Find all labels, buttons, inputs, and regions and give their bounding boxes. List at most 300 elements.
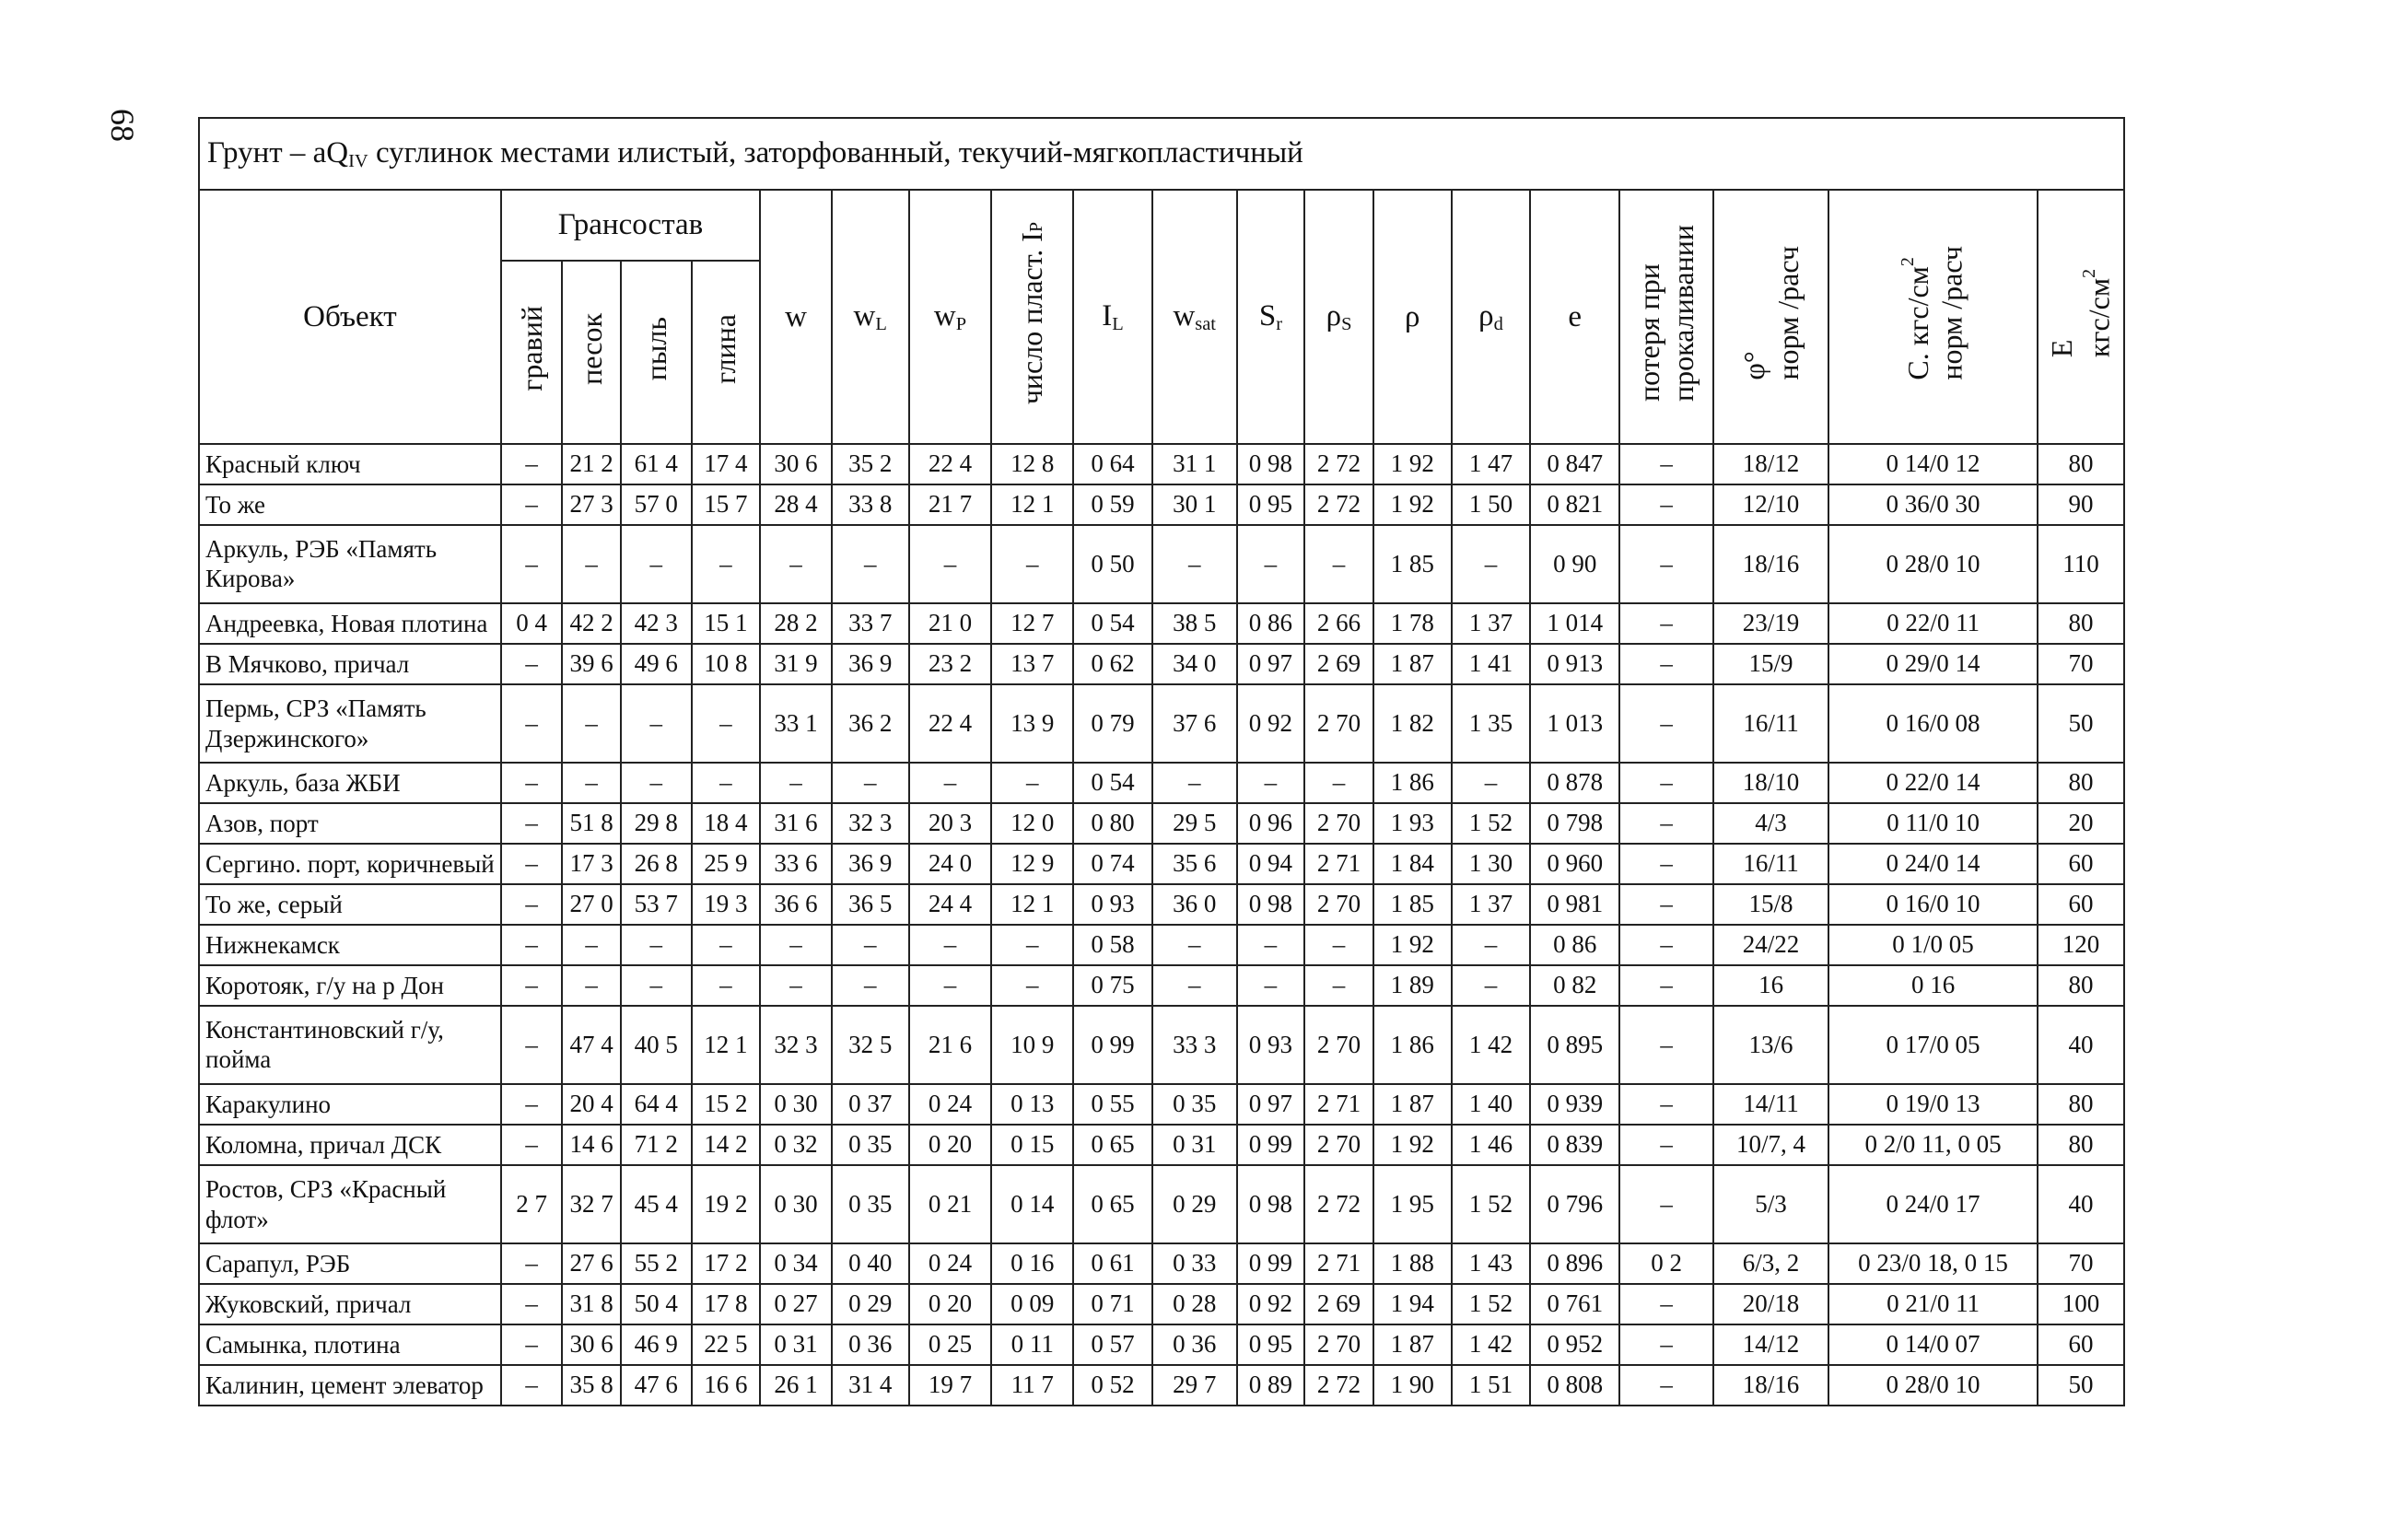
table-row bbox=[199, 1324, 2124, 1365]
cell-c: 0 17/0 05 bbox=[1828, 1006, 2038, 1084]
cell-il: 0 93 bbox=[1073, 884, 1152, 925]
cell-il: 0 74 bbox=[1073, 844, 1152, 884]
table-row bbox=[199, 1084, 2124, 1125]
cell-dust: 26 8 bbox=[621, 844, 692, 884]
object-cell: В Мячково, причал bbox=[199, 644, 501, 684]
cell-w: 33 6 bbox=[760, 844, 832, 884]
cell-sand: 17 3 bbox=[562, 844, 621, 884]
cell-sr: 0 98 bbox=[1237, 1165, 1305, 1243]
table-title-row bbox=[199, 118, 2124, 190]
header-phi: φ° норм /расч bbox=[1713, 190, 1828, 444]
cell-wsat: 30 1 bbox=[1152, 484, 1237, 525]
object-cell: Коротояк, г/у на р Дон bbox=[199, 965, 501, 1006]
cell-wp: 24 4 bbox=[909, 884, 992, 925]
cell-wp: 23 2 bbox=[909, 644, 992, 684]
cell-rho: 1 92 bbox=[1373, 925, 1452, 965]
cell-sand: – bbox=[562, 525, 621, 603]
cell-wp: 21 0 bbox=[909, 603, 992, 644]
cell-wsat: – bbox=[1152, 925, 1237, 965]
cell-clay: 18 4 bbox=[692, 803, 761, 844]
cell-dust: 29 8 bbox=[621, 803, 692, 844]
cell-w: 31 9 bbox=[760, 644, 832, 684]
cell-gravel: – bbox=[501, 925, 563, 965]
cell-c: 0 24/0 14 bbox=[1828, 844, 2038, 884]
object-cell: Самынка, плотина bbox=[199, 1324, 501, 1365]
cell-rho: 1 89 bbox=[1373, 965, 1452, 1006]
cell-phi: 6/3, 2 bbox=[1713, 1243, 1828, 1284]
cell-gravel: – bbox=[501, 1243, 563, 1284]
cell-rhod: 1 42 bbox=[1452, 1006, 1531, 1084]
cell-il: 0 65 bbox=[1073, 1125, 1152, 1165]
cell-rhod: 1 50 bbox=[1452, 484, 1531, 525]
cell-e: 0 939 bbox=[1530, 1084, 1619, 1125]
cell-rhod: 1 40 bbox=[1452, 1084, 1531, 1125]
cell-gravel: – bbox=[501, 1365, 563, 1406]
table-row bbox=[199, 763, 2124, 803]
cell-e: 0 960 bbox=[1530, 844, 1619, 884]
cell-il: 0 54 bbox=[1073, 763, 1152, 803]
cell-sand: 35 8 bbox=[562, 1365, 621, 1406]
cell-rho: 1 92 bbox=[1373, 1125, 1452, 1165]
cell-wsat: 37 6 bbox=[1152, 684, 1237, 763]
cell-rhos: 2 71 bbox=[1304, 1084, 1373, 1125]
cell-il: 0 50 bbox=[1073, 525, 1152, 603]
cell-sr: 0 94 bbox=[1237, 844, 1305, 884]
cell-il: 0 57 bbox=[1073, 1324, 1152, 1365]
cell-sr: 0 95 bbox=[1237, 1324, 1305, 1365]
cell-w: 36 6 bbox=[760, 884, 832, 925]
cell-wsat: 29 5 bbox=[1152, 803, 1237, 844]
cell-wsat: 0 36 bbox=[1152, 1324, 1237, 1365]
cell-w: 0 30 bbox=[760, 1165, 832, 1243]
cell-emod: 70 bbox=[2038, 1243, 2124, 1284]
cell-c: 0 14/0 07 bbox=[1828, 1324, 2038, 1365]
cell-rhod: 1 41 bbox=[1452, 644, 1531, 684]
cell-emod: 50 bbox=[2038, 684, 2124, 763]
cell-rho: 1 85 bbox=[1373, 525, 1452, 603]
soil-properties-table bbox=[198, 117, 2125, 1406]
cell-wp: 21 6 bbox=[909, 1006, 992, 1084]
cell-emod: 40 bbox=[2038, 1165, 2124, 1243]
cell-sr: 0 98 bbox=[1237, 884, 1305, 925]
cell-wsat: 0 29 bbox=[1152, 1165, 1237, 1243]
cell-e: 0 821 bbox=[1530, 484, 1619, 525]
cell-c: 0 16/0 10 bbox=[1828, 884, 2038, 925]
cell-loss: – bbox=[1619, 684, 1713, 763]
cell-gravel: – bbox=[501, 1284, 563, 1324]
cell-gravel: – bbox=[501, 844, 563, 884]
cell-gravel: – bbox=[501, 1324, 563, 1365]
cell-sand: 27 6 bbox=[562, 1243, 621, 1284]
cell-rho: 1 87 bbox=[1373, 1324, 1452, 1365]
cell-emod: 90 bbox=[2038, 484, 2124, 525]
cell-il: 0 80 bbox=[1073, 803, 1152, 844]
table-body bbox=[199, 444, 2124, 1406]
cell-e: 0 981 bbox=[1530, 884, 1619, 925]
cell-clay: – bbox=[692, 925, 761, 965]
cell-sand: 27 0 bbox=[562, 884, 621, 925]
cell-wp: 0 24 bbox=[909, 1084, 992, 1125]
cell-dust: 57 0 bbox=[621, 484, 692, 525]
cell-c: 0 22/0 14 bbox=[1828, 763, 2038, 803]
cell-c: 0 28/0 10 bbox=[1828, 1365, 2038, 1406]
cell-wl: 0 36 bbox=[832, 1324, 909, 1365]
cell-clay: 12 1 bbox=[692, 1006, 761, 1084]
cell-dust: – bbox=[621, 684, 692, 763]
cell-rhod: 1 37 bbox=[1452, 603, 1531, 644]
cell-sr: 0 92 bbox=[1237, 1284, 1305, 1324]
cell-e: 0 839 bbox=[1530, 1125, 1619, 1165]
cell-ip: 13 9 bbox=[991, 684, 1073, 763]
cell-c: 0 14/0 12 bbox=[1828, 444, 2038, 484]
cell-rhod: 1 51 bbox=[1452, 1365, 1531, 1406]
table-row bbox=[199, 1284, 2124, 1324]
cell-sr: – bbox=[1237, 965, 1305, 1006]
cell-ip: 0 15 bbox=[991, 1125, 1073, 1165]
cell-rhod: – bbox=[1452, 925, 1531, 965]
cell-loss: – bbox=[1619, 444, 1713, 484]
cell-dust: 47 6 bbox=[621, 1365, 692, 1406]
cell-wl: 36 9 bbox=[832, 844, 909, 884]
cell-rhos: – bbox=[1304, 763, 1373, 803]
cell-ip: 0 14 bbox=[991, 1165, 1073, 1243]
cell-gravel: – bbox=[501, 525, 563, 603]
cell-loss: – bbox=[1619, 603, 1713, 644]
cell-clay: 15 1 bbox=[692, 603, 761, 644]
header-wsat: $w_{sat}$ bbox=[1152, 190, 1237, 444]
object-cell: Сергино. порт, коричневый bbox=[199, 844, 501, 884]
cell-rhos: 2 66 bbox=[1304, 603, 1373, 644]
cell-phi: 15/9 bbox=[1713, 644, 1828, 684]
cell-rhos: 2 70 bbox=[1304, 1125, 1373, 1165]
cell-w: 0 31 bbox=[760, 1324, 832, 1365]
cell-gravel: – bbox=[501, 1006, 563, 1084]
cell-clay: 14 2 bbox=[692, 1125, 761, 1165]
cell-il: 0 99 bbox=[1073, 1006, 1152, 1084]
cell-w: – bbox=[760, 925, 832, 965]
table-row bbox=[199, 603, 2124, 644]
cell-emod: 60 bbox=[2038, 1324, 2124, 1365]
cell-e: 0 895 bbox=[1530, 1006, 1619, 1084]
cell-c: 0 23/0 18, 0 15 bbox=[1828, 1243, 2038, 1284]
cell-c: 0 19/0 13 bbox=[1828, 1084, 2038, 1125]
cell-ip: 13 7 bbox=[991, 644, 1073, 684]
cell-phi: 10/7, 4 bbox=[1713, 1125, 1828, 1165]
cell-dust: 40 5 bbox=[621, 1006, 692, 1084]
cell-rho: 1 88 bbox=[1373, 1243, 1452, 1284]
cell-sr: 0 86 bbox=[1237, 603, 1305, 644]
cell-ip: 12 8 bbox=[991, 444, 1073, 484]
cell-phi: 18/16 bbox=[1713, 1365, 1828, 1406]
cell-sr: – bbox=[1237, 525, 1305, 603]
cell-gravel: – bbox=[501, 484, 563, 525]
cell-rhos: 2 69 bbox=[1304, 644, 1373, 684]
cell-wp: 19 7 bbox=[909, 1365, 992, 1406]
cell-phi: 12/10 bbox=[1713, 484, 1828, 525]
cell-loss: – bbox=[1619, 1284, 1713, 1324]
cell-e: 0 952 bbox=[1530, 1324, 1619, 1365]
cell-wp: 0 21 bbox=[909, 1165, 992, 1243]
cell-w: – bbox=[760, 525, 832, 603]
cell-wl: 32 3 bbox=[832, 803, 909, 844]
object-cell: То же bbox=[199, 484, 501, 525]
cell-gravel: – bbox=[501, 803, 563, 844]
cell-ip: 0 11 bbox=[991, 1324, 1073, 1365]
table-row bbox=[199, 884, 2124, 925]
cell-ip: 11 7 bbox=[991, 1365, 1073, 1406]
cell-phi: 24/22 bbox=[1713, 925, 1828, 965]
cell-rhos: 2 70 bbox=[1304, 803, 1373, 844]
cell-emod: 80 bbox=[2038, 1084, 2124, 1125]
cell-emod: 50 bbox=[2038, 1365, 2124, 1406]
cell-loss: – bbox=[1619, 1165, 1713, 1243]
cell-emod: 80 bbox=[2038, 1125, 2124, 1165]
cell-sand: 32 7 bbox=[562, 1165, 621, 1243]
cell-dust: – bbox=[621, 965, 692, 1006]
cell-e: 0 82 bbox=[1530, 965, 1619, 1006]
cell-emod: 100 bbox=[2038, 1284, 2124, 1324]
cell-sr: 0 89 bbox=[1237, 1365, 1305, 1406]
cell-w: 31 6 bbox=[760, 803, 832, 844]
cell-rhos: 2 70 bbox=[1304, 1006, 1373, 1084]
cell-loss: – bbox=[1619, 1125, 1713, 1165]
cell-dust: 55 2 bbox=[621, 1243, 692, 1284]
cell-phi: 15/8 bbox=[1713, 884, 1828, 925]
cell-phi: 14/11 bbox=[1713, 1084, 1828, 1125]
cell-dust: – bbox=[621, 925, 692, 965]
cell-gravel: – bbox=[501, 684, 563, 763]
cell-ip: 12 1 bbox=[991, 484, 1073, 525]
cell-ip: 12 9 bbox=[991, 844, 1073, 884]
cell-rhod: 1 42 bbox=[1452, 1324, 1531, 1365]
cell-sand: – bbox=[562, 763, 621, 803]
cell-wp: – bbox=[909, 965, 992, 1006]
cell-ip: – bbox=[991, 525, 1073, 603]
cell-phi: 16/11 bbox=[1713, 684, 1828, 763]
cell-clay: 10 8 bbox=[692, 644, 761, 684]
cell-wl: – bbox=[832, 925, 909, 965]
cell-wl: 36 9 bbox=[832, 644, 909, 684]
cell-wsat: 0 35 bbox=[1152, 1084, 1237, 1125]
cell-rho: 1 78 bbox=[1373, 603, 1452, 644]
cell-wsat: – bbox=[1152, 763, 1237, 803]
cell-clay: 25 9 bbox=[692, 844, 761, 884]
object-cell: Аркуль, база ЖБИ bbox=[199, 763, 501, 803]
cell-sr: – bbox=[1237, 763, 1305, 803]
cell-wsat: 0 28 bbox=[1152, 1284, 1237, 1324]
cell-ip: 10 9 bbox=[991, 1006, 1073, 1084]
cell-sr: 0 93 bbox=[1237, 1006, 1305, 1084]
cell-e: 0 913 bbox=[1530, 644, 1619, 684]
header-ignition-loss: потеря при прокаливании bbox=[1619, 190, 1713, 444]
cell-rhos: 2 72 bbox=[1304, 484, 1373, 525]
cell-clay: – bbox=[692, 684, 761, 763]
cell-phi: 16 bbox=[1713, 965, 1828, 1006]
cell-dust: 45 4 bbox=[621, 1165, 692, 1243]
cell-sr: 0 97 bbox=[1237, 1084, 1305, 1125]
cell-il: 0 75 bbox=[1073, 965, 1152, 1006]
cell-emod: 80 bbox=[2038, 603, 2124, 644]
cell-loss: – bbox=[1619, 965, 1713, 1006]
cell-phi: 18/12 bbox=[1713, 444, 1828, 484]
cell-loss: – bbox=[1619, 1084, 1713, 1125]
table-row bbox=[199, 525, 2124, 603]
cell-ip: 0 09 bbox=[991, 1284, 1073, 1324]
cell-ip: 0 13 bbox=[991, 1084, 1073, 1125]
cell-phi: 23/19 bbox=[1713, 603, 1828, 644]
cell-w: 33 1 bbox=[760, 684, 832, 763]
cell-il: 0 52 bbox=[1073, 1365, 1152, 1406]
cell-phi: 16/11 bbox=[1713, 844, 1828, 884]
cell-rho: 1 90 bbox=[1373, 1365, 1452, 1406]
cell-gravel: – bbox=[501, 965, 563, 1006]
cell-clay: 19 3 bbox=[692, 884, 761, 925]
cell-sand: – bbox=[562, 925, 621, 965]
table-title: Грунт – $aQ_{IV}$ суглинок местами илистый, заторфованный, текучий-мягкопластичный bbox=[199, 118, 2124, 190]
cell-emod: 110 bbox=[2038, 525, 2124, 603]
object-cell: Калинин, цемент элеватор bbox=[199, 1365, 501, 1406]
cell-dust: 46 9 bbox=[621, 1324, 692, 1365]
object-cell: Аркуль, РЭБ «Память Кирова» bbox=[199, 525, 501, 603]
cell-wp: 0 20 bbox=[909, 1125, 992, 1165]
cell-rho: 1 84 bbox=[1373, 844, 1452, 884]
cell-c: 0 11/0 10 bbox=[1828, 803, 2038, 844]
cell-gravel: 0 4 bbox=[501, 603, 563, 644]
cell-clay: 17 8 bbox=[692, 1284, 761, 1324]
cell-c: 0 2/0 11, 0 05 bbox=[1828, 1125, 2038, 1165]
cell-rho: 1 87 bbox=[1373, 644, 1452, 684]
cell-ip: 0 16 bbox=[991, 1243, 1073, 1284]
cell-w: 28 2 bbox=[760, 603, 832, 644]
cell-wl: 0 37 bbox=[832, 1084, 909, 1125]
cell-sr: 0 97 bbox=[1237, 644, 1305, 684]
cell-rhod: 1 47 bbox=[1452, 444, 1531, 484]
cell-rho: 1 87 bbox=[1373, 1084, 1452, 1125]
cell-rhos: 2 70 bbox=[1304, 1324, 1373, 1365]
cell-e: 0 86 bbox=[1530, 925, 1619, 965]
cell-clay: 15 7 bbox=[692, 484, 761, 525]
cell-e: 0 90 bbox=[1530, 525, 1619, 603]
cell-rho: 1 92 bbox=[1373, 444, 1452, 484]
cell-phi: 13/6 bbox=[1713, 1006, 1828, 1084]
cell-dust: 71 2 bbox=[621, 1125, 692, 1165]
cell-clay: 19 2 bbox=[692, 1165, 761, 1243]
cell-wsat: 0 31 bbox=[1152, 1125, 1237, 1165]
cell-dust: 50 4 bbox=[621, 1284, 692, 1324]
cell-clay: 17 2 bbox=[692, 1243, 761, 1284]
cell-wl: – bbox=[832, 763, 909, 803]
cell-loss: – bbox=[1619, 1006, 1713, 1084]
cell-sand: 47 4 bbox=[562, 1006, 621, 1084]
cell-wl: 0 35 bbox=[832, 1125, 909, 1165]
cell-rhod: – bbox=[1452, 763, 1531, 803]
object-cell: Ростов, СРЗ «Красный флот» bbox=[199, 1165, 501, 1243]
cell-emod: 20 bbox=[2038, 803, 2124, 844]
cell-e: 0 808 bbox=[1530, 1365, 1619, 1406]
cell-wp: 22 4 bbox=[909, 444, 992, 484]
cell-clay: 22 5 bbox=[692, 1324, 761, 1365]
cell-il: 0 61 bbox=[1073, 1243, 1152, 1284]
cell-phi: 5/3 bbox=[1713, 1165, 1828, 1243]
cell-ip: – bbox=[991, 763, 1073, 803]
cell-rhos: 2 72 bbox=[1304, 444, 1373, 484]
cell-gravel: – bbox=[501, 1084, 563, 1125]
object-cell: Каракулино bbox=[199, 1084, 501, 1125]
cell-rho: 1 93 bbox=[1373, 803, 1452, 844]
cell-il: 0 65 bbox=[1073, 1165, 1152, 1243]
table-row bbox=[199, 684, 2124, 763]
cell-c: 0 24/0 17 bbox=[1828, 1165, 2038, 1243]
cell-rhod: 1 37 bbox=[1452, 884, 1531, 925]
cell-il: 0 55 bbox=[1073, 1084, 1152, 1125]
cell-ip: 12 0 bbox=[991, 803, 1073, 844]
cell-emod: 120 bbox=[2038, 925, 2124, 965]
object-cell: Азов, порт bbox=[199, 803, 501, 844]
cell-phi: 18/10 bbox=[1713, 763, 1828, 803]
cell-sand: 51 8 bbox=[562, 803, 621, 844]
cell-wl: – bbox=[832, 525, 909, 603]
cell-e: 0 847 bbox=[1530, 444, 1619, 484]
cell-sr: 0 96 bbox=[1237, 803, 1305, 844]
cell-dust: 42 3 bbox=[621, 603, 692, 644]
cell-rho: 1 85 bbox=[1373, 884, 1452, 925]
cell-emod: 60 bbox=[2038, 844, 2124, 884]
cell-wl: 0 40 bbox=[832, 1243, 909, 1284]
cell-loss: – bbox=[1619, 1365, 1713, 1406]
cell-phi: 18/16 bbox=[1713, 525, 1828, 603]
object-cell: Красный ключ bbox=[199, 444, 501, 484]
cell-phi: 20/18 bbox=[1713, 1284, 1828, 1324]
cell-wl: 36 2 bbox=[832, 684, 909, 763]
object-cell: Андреевка, Новая плотина bbox=[199, 603, 501, 644]
cell-clay: – bbox=[692, 965, 761, 1006]
cell-gravel: – bbox=[501, 1125, 563, 1165]
cell-rhod: – bbox=[1452, 525, 1531, 603]
cell-dust: 53 7 bbox=[621, 884, 692, 925]
page-number: 68 bbox=[104, 109, 141, 142]
table-row bbox=[199, 1165, 2124, 1243]
table-row bbox=[199, 444, 2124, 484]
header-gravel: гравий bbox=[501, 261, 563, 444]
cell-c: 0 16 bbox=[1828, 965, 2038, 1006]
cell-sand: 42 2 bbox=[562, 603, 621, 644]
header-grain-group: Грансостав bbox=[501, 190, 760, 261]
cell-c: 0 29/0 14 bbox=[1828, 644, 2038, 684]
cell-wp: – bbox=[909, 763, 992, 803]
table-row bbox=[199, 844, 2124, 884]
cell-c: 0 28/0 10 bbox=[1828, 525, 2038, 603]
cell-wp: – bbox=[909, 525, 992, 603]
cell-w: 0 32 bbox=[760, 1125, 832, 1165]
cell-wsat: – bbox=[1152, 525, 1237, 603]
cell-rhod: 1 43 bbox=[1452, 1243, 1531, 1284]
cell-wl: 31 4 bbox=[832, 1365, 909, 1406]
object-cell: Нижнекамск bbox=[199, 925, 501, 965]
cell-emod: 80 bbox=[2038, 444, 2124, 484]
header-e: e bbox=[1530, 190, 1619, 444]
header-object: Объект bbox=[199, 190, 501, 444]
cell-wp: 0 25 bbox=[909, 1324, 992, 1365]
table-row bbox=[199, 965, 2124, 1006]
cell-loss: – bbox=[1619, 925, 1713, 965]
cell-wp: 0 24 bbox=[909, 1243, 992, 1284]
cell-c: 0 1/0 05 bbox=[1828, 925, 2038, 965]
header-w: w bbox=[760, 190, 832, 444]
cell-ip: 12 1 bbox=[991, 884, 1073, 925]
cell-loss: – bbox=[1619, 803, 1713, 844]
cell-clay: 15 2 bbox=[692, 1084, 761, 1125]
cell-sr: 0 92 bbox=[1237, 684, 1305, 763]
